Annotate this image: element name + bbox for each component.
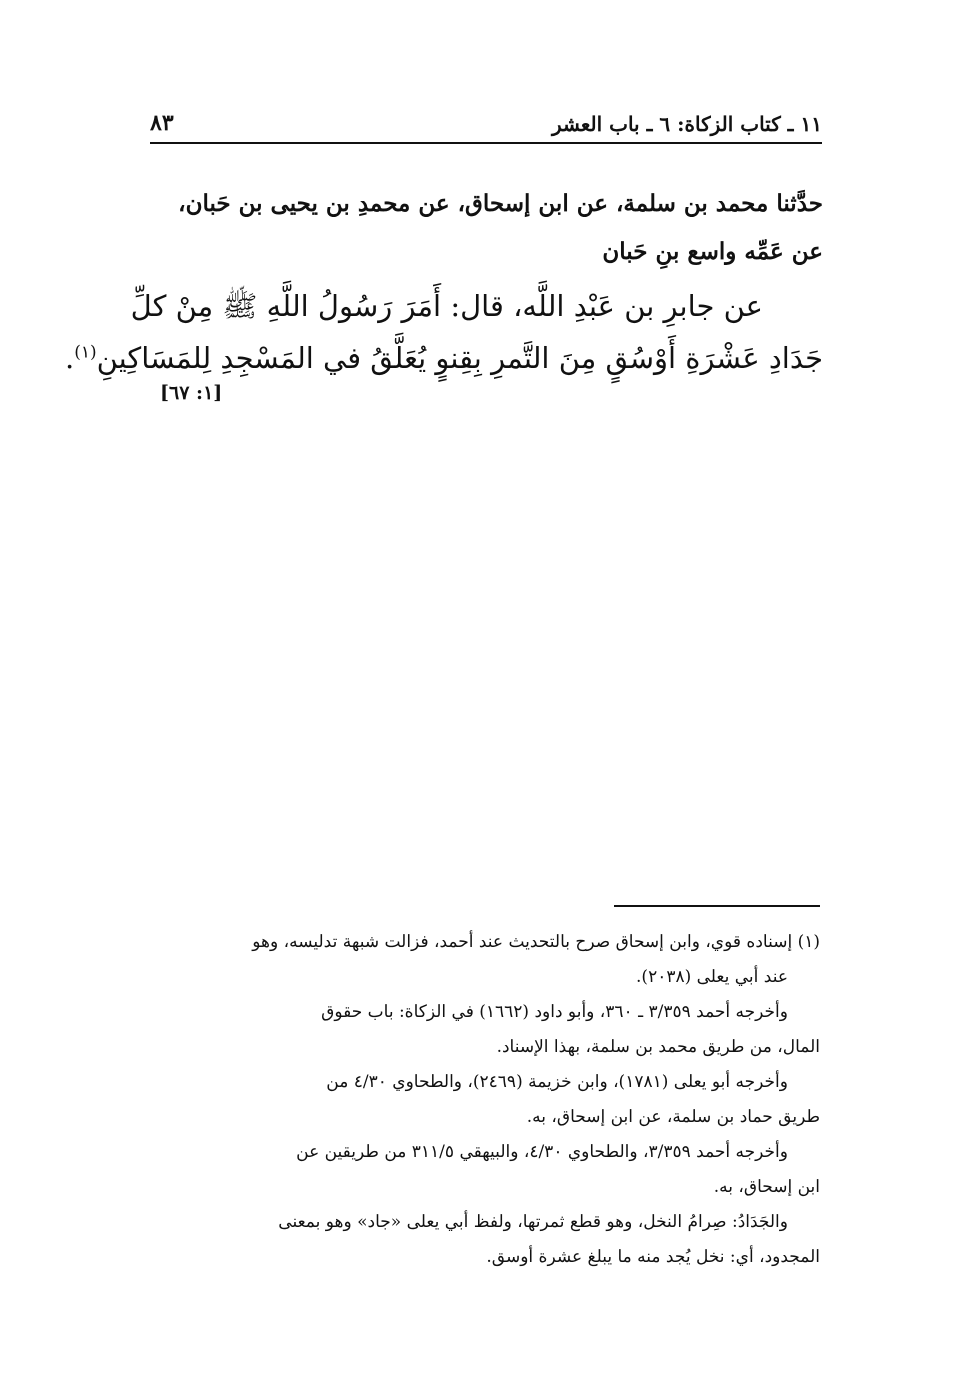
hadith-line-2	[64, 332, 823, 384]
page-number: ٨٣	[150, 110, 174, 136]
footnote-paragraph-2	[110, 995, 820, 1065]
footnote-1	[110, 925, 820, 995]
footnote-line: المجدود، أي: نخل يُجد منه ما يبلغ عشرة أوسق.	[486, 1247, 820, 1267]
footnotes-section	[110, 925, 820, 1275]
isnad-line-2: عن عَمِّه واسع بنِ حَبان	[602, 238, 823, 265]
footnote-line: وأخرجه أحمد ٣/٣٥٩ ـ ٣٦٠، وأبو داود (١٦٦٢) في الزكاة: باب حقوق	[321, 1002, 788, 1022]
footnote-line: والجَدَادُ: صِرامُ النخل، وهو قطع ثمرتها، ولفظ أبي يعلى «جاد» وهو بمعنى	[278, 1212, 788, 1232]
footnote-marker: (١)	[74, 342, 97, 363]
footnote-line: عند أبي يعلى (٢٠٣٨).	[636, 967, 788, 987]
footnote-line: ابن إسحاق، به.	[713, 1177, 820, 1197]
footnote-line: طريق حماد بن سلمة، عن ابن إسحاق، به.	[526, 1107, 820, 1127]
chapter-title: ١١ ـ كتاب الزكاة: ٦ ـ باب العشر	[551, 112, 822, 136]
hadith-text	[64, 280, 823, 384]
footnote-paragraph-4	[110, 1135, 820, 1205]
footnote-divider	[614, 905, 820, 907]
hadith-line-2-end: .	[64, 341, 75, 375]
hadith-line-2-text: جَدَادِ عَشْرَةِ أَوْسُقٍ مِنَ التَّمرِ بِقِنوٍ يُعَلَّقُ في المَسْجِدِ لِلمَسَاكِينِ	[96, 341, 823, 375]
cross-reference: [١: ٦٧]	[160, 382, 223, 404]
hadith-line-1: عن جابرِ بن عَبْدِ اللَّه، قال: أَمَرَ رَسُولُ اللَّهِ ﷺ مِنْ كلِّ	[130, 289, 763, 323]
running-header	[150, 108, 822, 144]
isnad-chain	[123, 180, 823, 276]
footnote-paragraph-3	[110, 1065, 820, 1135]
footnote-paragraph-5	[110, 1205, 820, 1275]
footnote-line: وأخرجه أحمد ٣/٣٥٩، والطحاوي ٤/٣٠، والبيهقي ٣١١/٥ من طريقين عن	[296, 1142, 788, 1162]
footnote-line: المال، من طريق محمد بن سلمة، بهذا الإسناد.	[496, 1037, 820, 1057]
isnad-line-1: حدَّثنا محمد بن سلمة، عن ابن إسحاق، عن محمدِ بن يحيى بن حَبان،	[178, 190, 823, 217]
footnote-line: وأخرجه أبو يعلى (١٧٨١)، وابن خزيمة (٢٤٦٩)، والطحاوي ٤/٣٠ من	[326, 1072, 788, 1092]
footnote-line: (١) إسناده قوي، وابن إسحاق صرح بالتحديث عند أحمد، فزالت شبهة تدليسه، وهو	[252, 932, 820, 952]
